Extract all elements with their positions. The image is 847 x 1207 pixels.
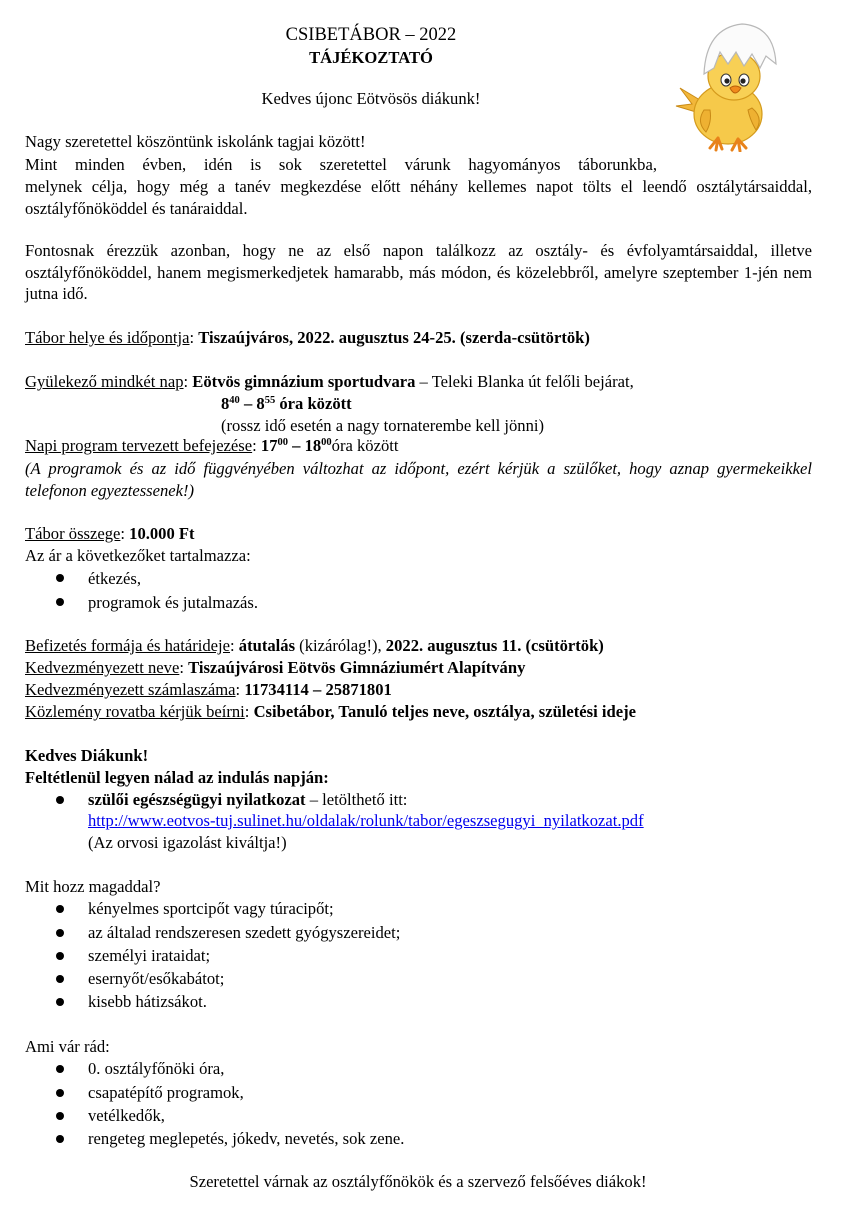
list-item: rengeteg meglepetés, jókedv, nevetés, sok zene. (88, 1129, 405, 1148)
hatching-chick-icon (666, 18, 792, 152)
gathering-label: Gyülekező mindkét nap (25, 372, 184, 391)
price-value: 10.000 Ft (129, 524, 195, 543)
list-bullet (56, 1112, 64, 1120)
students-subheading: Feltétlenül legyen nálad az indulás napján: (25, 768, 329, 787)
gathering-note: (rossz idő esetén a nagy tornaterembe kell jönni) (221, 416, 545, 435)
list-bullet (56, 574, 64, 582)
closing-line: Szeretettel várnak az osztályfőnökök és a szervező felsőéves diákok! (189, 1172, 647, 1191)
gathering-place: Eötvös gimnázium sportudvara (192, 372, 416, 391)
health-declaration: szülői egészségügyi nyilatkozat – letölthető itt: (88, 790, 408, 809)
list-item: programok és jutalmazás. (88, 593, 259, 612)
students-heading: Kedves Diákunk! (25, 746, 149, 765)
list-bullet (56, 1135, 64, 1143)
camp-place: Tábor helye és időpontja: Tiszaújváros, 2022. augusztus 24-25. (szerda-csütörtök) (25, 328, 590, 347)
list-bullet (56, 796, 64, 804)
list-item: az általad rendszeresen szedett gyógyszereidet; (88, 923, 401, 942)
account-number: Kedvezményezett számlaszáma: 11734114 – 25871801 (25, 680, 392, 699)
beneficiary: Kedvezményezett neve: Tiszaújvárosi Eötvös Gimnáziumért Alapítvány (25, 658, 526, 677)
gathering: Gyülekező mindkét nap: Eötvös gimnázium sportudvara – Teleki Blanka út felőli bejárat, (25, 372, 634, 391)
health-declaration-link-row (88, 811, 644, 831)
list-bullet (56, 952, 64, 960)
list-bullet (56, 905, 64, 913)
program-end-note: (A programok és az idő függvényében változhat az időpont, ezért kérjük a szülőket, hogy aznap gyermekeikkel telefonon egyeztessenek!) (25, 459, 812, 500)
list-bullet (56, 975, 64, 983)
price-label: Tábor összege (25, 524, 121, 543)
gathering-rest: – Teleki Blanka út felőli bejárat, (415, 372, 634, 391)
payment-method: Befizetés formája és határideje: átutalás (kizárólag!), 2022. augusztus 11. (csütörtök) (25, 636, 604, 655)
program-end-time: $17^{00} - 18^{00}$ (260, 436, 332, 455)
list-item: vetélkedők, (88, 1106, 165, 1125)
list-item: étkezés, (88, 569, 141, 588)
intro-line-2: Mint minden évben, idén is sok szeretettel várunk hagyományos táborunkba, (25, 155, 657, 174)
page-title: CSIBETÁBOR – 2022 (285, 25, 457, 45)
price-includes: Az ár a következőket tartalmazza: (25, 546, 251, 565)
list-item: kényelmes sportcipőt vagy túracipőt; (88, 899, 334, 918)
health-declaration-note: (Az orvosi igazolást kiváltja!) (88, 833, 287, 852)
list-bullet (56, 598, 64, 606)
gathering-time: $8^{40} - 8^{55}$ óra között (221, 394, 352, 413)
health-declaration-link[interactable]: http://www.eotvos-tuj.sulinet.hu/oldalak/rolunk/tabor/egeszsegugyi_nyilatkozat.pdf (88, 811, 644, 830)
list-item: személyi irataidat; (88, 946, 211, 965)
list-bullet (56, 1065, 64, 1073)
list-item: csapatépítő programok, (88, 1083, 244, 1102)
camp-place-label: Tábor helye és időpontja (25, 328, 190, 347)
awaits-heading: Ami vár rád: (25, 1037, 110, 1056)
camp-place-value: Tiszaújváros, 2022. augusztus 24-25. (szerda-csütörtök) (198, 328, 590, 347)
list-bullet (56, 1089, 64, 1097)
list-item: kisebb hátizsákot. (88, 992, 207, 1011)
intro-paragraph-2: Fontosnak érezzük azonban, hogy ne az első napon találkozz az osztály- és évfolyamtársaiddal, illetve osztályfőnököddel, hanem megismerkedjetek hamarabb, más módon, és közelebbről, amelyre szeptember 1-jén nem jutna idő. (25, 241, 812, 303)
intro-line-1: Nagy szeretettel köszöntünk iskolánk tagjai között! (25, 132, 366, 151)
bring-heading: Mit hozz magaddal? (25, 877, 161, 896)
price: Tábor összege: 10.000 Ft (25, 524, 195, 543)
program-end: Napi program tervezett befejezése: $17^{00}$ – $18^{00}óra$ között (25, 436, 399, 455)
list-item: 0. osztályfőnöki óra, (88, 1059, 225, 1078)
list-bullet (56, 929, 64, 937)
list-bullet (56, 998, 64, 1006)
greeting: Kedves újonc Eötvösös diákunk! (261, 89, 481, 108)
payment-comment: Közlemény rovatba kérjük beírni: Csibetábor, Tanuló teljes neve, osztálya, születési ideje (25, 702, 636, 721)
page-subtitle: TÁJÉKOZTATÓ (309, 48, 433, 67)
list-item: esernyőt/esőkabátot; (88, 969, 225, 988)
program-end-label: Napi program tervezett befejezése (25, 436, 253, 455)
intro-line-3: melynek célja, hogy még a tanév megkezdése előtt néhány kellemes napot tölts el leendő osztálytársaiddal, osztályfőnököddel és tanáraiddal. (25, 177, 812, 218)
